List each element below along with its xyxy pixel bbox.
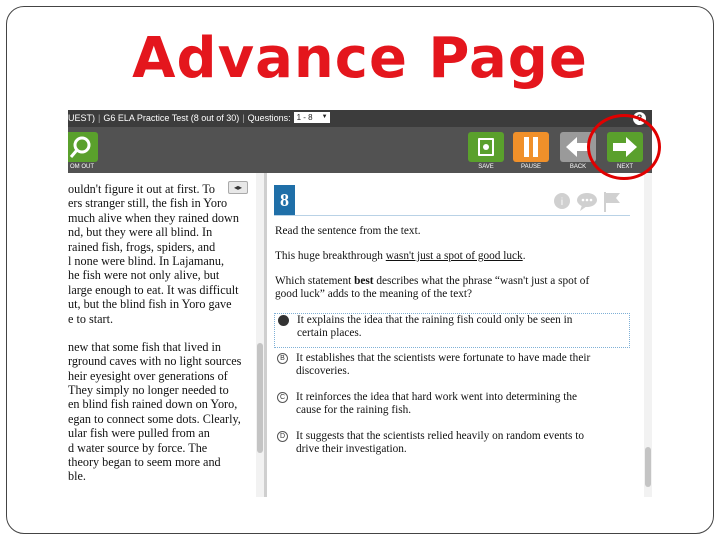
- scrollbar-thumb[interactable]: [645, 447, 651, 487]
- option-text: It explains the idea that the raining fish could only be seen in certain places.: [297, 314, 573, 339]
- slide-title: Advance Page: [132, 26, 588, 91]
- prompt-text: describes what the phrase “wasn't just a spot of: [373, 275, 590, 287]
- question-number: 8: [274, 185, 295, 215]
- test-topbar: [68, 110, 652, 127]
- test-prefix: UEST): [68, 113, 95, 123]
- pause-icon: [513, 132, 549, 162]
- question-scrollbar[interactable]: [644, 173, 652, 497]
- option-bubble[interactable]: B: [277, 353, 288, 364]
- option-text: It establishes that the scientists were fortunate to have made their discoveries.: [296, 352, 591, 377]
- scrollbar-thumb[interactable]: [257, 343, 263, 453]
- help-icon[interactable]: ?: [633, 112, 646, 125]
- passage-line: ouldn't figure it out at first. To: [68, 182, 216, 196]
- passage-line: e to start.: [68, 311, 114, 326]
- passage-line: nd, but they were all blind. In: [68, 225, 213, 240]
- next-label: NEXT: [616, 164, 633, 170]
- pause-label: PAUSE: [521, 164, 541, 170]
- save-label: SAVE: [478, 164, 494, 170]
- question-instruction: Read the sentence from the text.: [275, 225, 421, 237]
- reading-passage: [68, 173, 264, 497]
- passage-line: he fish were not only alive, but: [68, 268, 220, 283]
- option-bubble[interactable]: A: [278, 315, 289, 326]
- option-text: It suggests that the scientists relied heavily on random events to drive their investigation.: [296, 430, 585, 455]
- passage-line: ble.: [68, 469, 86, 484]
- sentence-end: .: [522, 250, 526, 262]
- question-sentence: [275, 250, 625, 263]
- passage-paragraph: [68, 173, 264, 326]
- answer-option-b[interactable]: [274, 352, 630, 382]
- passage-line: They simply no longer needed to: [68, 383, 229, 398]
- passage-line: l none were blind. In Lajamanu,: [68, 253, 225, 268]
- passage-line: d water source by force. The: [68, 440, 208, 455]
- question-header-rule: [274, 215, 630, 216]
- paragraph-gap: [68, 326, 264, 340]
- option-bubble[interactable]: C: [277, 392, 288, 403]
- passage-line: theory began to seem more and: [68, 455, 221, 470]
- question-prompt: [275, 275, 625, 301]
- comment-icon[interactable]: [577, 193, 597, 211]
- zoom-out-button[interactable]: [68, 132, 98, 162]
- sentence-text: This huge breakthrough: [275, 250, 386, 262]
- back-label: BACK: [569, 164, 587, 170]
- prompt-text: good luck” adds to the meaning of the text?: [275, 288, 473, 300]
- topbar-separator: |: [242, 113, 245, 123]
- passage-line: large enough to eat. It was difficult: [68, 282, 239, 297]
- flag-icon[interactable]: [604, 192, 620, 212]
- questions-dropdown[interactable]: [294, 112, 330, 123]
- passage-line: ers stranger still, the fish in Yoro: [68, 196, 228, 211]
- passage-line: new that some fish that lived in: [68, 339, 221, 354]
- questions-label: Questions:: [247, 113, 291, 123]
- pane-divider[interactable]: [264, 173, 267, 497]
- save-button[interactable]: [468, 132, 504, 162]
- pause-button[interactable]: [513, 132, 549, 162]
- magnifier-icon: [68, 132, 98, 162]
- passage-line: ular fish were pulled from an: [68, 426, 210, 441]
- passage-line: egan to connect some dots. Clearly,: [68, 411, 241, 426]
- svg-text:i: i: [560, 197, 564, 208]
- option-bubble[interactable]: D: [277, 431, 288, 442]
- passage-line: ut, but the blind fish in Yoro gave: [68, 297, 232, 312]
- passage-line: rground caves with no light sources: [68, 354, 242, 369]
- answer-option-c[interactable]: [274, 391, 630, 421]
- topbar-separator: |: [98, 113, 101, 123]
- answer-option-d[interactable]: [274, 430, 630, 460]
- test-name: G6 ELA Practice Test (8 out of 30): [103, 113, 240, 123]
- passage-line: en blind fish rained down on Yoro,: [68, 397, 238, 412]
- passage-line: heir eyesight over generations of: [68, 368, 228, 383]
- expand-passage-button[interactable]: ◂▸: [228, 181, 248, 194]
- test-screenshot: [68, 110, 652, 497]
- questions-value: 1 - 8: [296, 113, 313, 123]
- question-tools: [552, 190, 636, 214]
- option-text: It reinforces the idea that hard work went into determining the cause for the raining fish.: [296, 391, 578, 416]
- underlined-phrase: wasn't just a spot of good luck: [385, 250, 523, 262]
- next-button-highlight-circle: [587, 114, 661, 180]
- prompt-text: Which statement: [275, 275, 355, 287]
- passage-paragraph: [68, 340, 264, 484]
- prompt-emphasis: best: [354, 275, 374, 287]
- passage-line: rained fish, frogs, spiders, and: [68, 239, 216, 254]
- answer-option-a[interactable]: [274, 313, 630, 348]
- safe-icon: [468, 132, 504, 162]
- zoom-out-label: OM OUT: [70, 164, 94, 170]
- passage-line: much alive when they rained down: [68, 210, 239, 225]
- context-menu-icon[interactable]: [554, 193, 570, 209]
- passage-scrollbar[interactable]: [256, 173, 264, 497]
- test-toolbar: [68, 127, 652, 173]
- chevron-down-icon: ▼: [321, 114, 328, 121]
